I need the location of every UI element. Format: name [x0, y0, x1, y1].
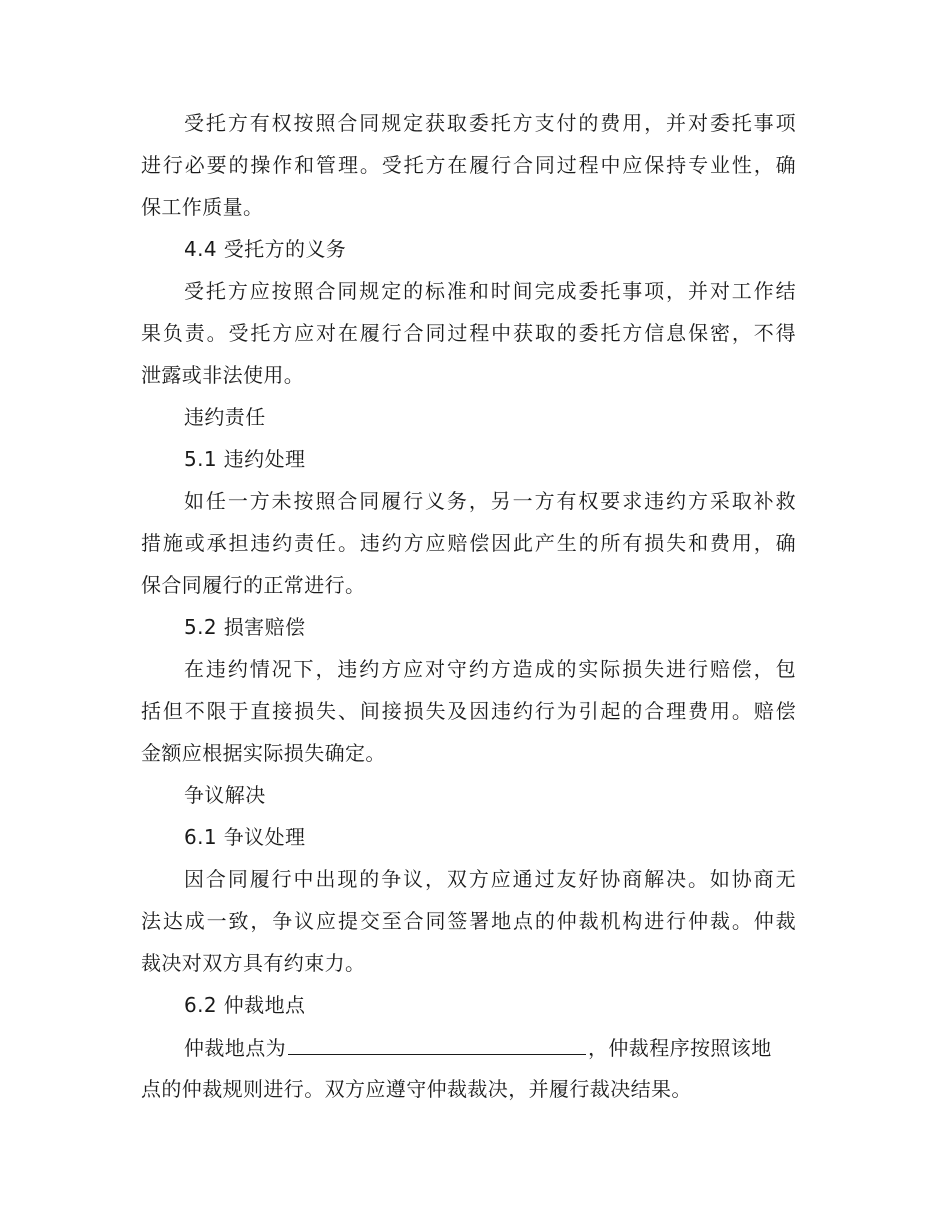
- section-heading-5-2: 5.2 损害赔偿: [184, 615, 306, 639]
- section-heading-6-1: 6.1 争议处理: [184, 825, 306, 849]
- paragraph-line: 括但不限于直接损失、间接损失及因违约行为引起的合理费用。赔偿: [141, 699, 796, 723]
- paragraph-line: 金额应根据实际损失确定。: [141, 741, 386, 765]
- paragraph-line: 如任一方未按照合同履行义务，另一方有权要求违约方采取补救: [184, 489, 796, 513]
- paragraph-line: 裁决对双方具有约束力。: [141, 951, 366, 975]
- paragraph-line: 进行必要的操作和管理。受托方在履行合同过程中应保持专业性，确: [141, 153, 796, 177]
- arbitration-prefix: 仲裁地点为: [184, 1036, 286, 1060]
- paragraph-line: 法达成一致，争议应提交至合同签署地点的仲裁机构进行仲裁。仲裁: [141, 909, 796, 933]
- paragraph-line: 在违约情况下，违约方应对守约方造成的实际损失进行赔偿，包: [184, 657, 796, 681]
- chapter-heading-dispute: 争议解决: [184, 783, 266, 807]
- arbitration-place-line: [141, 1026, 796, 1068]
- document-body: [141, 102, 796, 1110]
- paragraph-line: 受托方应按照合同规定的标准和时间完成委托事项，并对工作结: [184, 279, 796, 303]
- paragraph-line: 措施或承担违约责任。违约方应赔偿因此产生的所有损失和费用，确: [141, 531, 796, 555]
- paragraph-line: 受托方有权按照合同规定获取委托方支付的费用，并对委托事项: [184, 111, 796, 135]
- arbitration-place-blank[interactable]: [288, 1026, 586, 1055]
- paragraph-line: 点的仲裁规则进行。双方应遵守仲裁裁决，并履行裁决结果。: [141, 1077, 692, 1101]
- paragraph-line: 保工作质量。: [141, 195, 264, 219]
- section-heading-5-1: 5.1 违约处理: [184, 447, 306, 471]
- paragraph-line: 果负责。受托方应对在履行合同过程中获取的委托方信息保密，不得: [141, 321, 796, 345]
- paragraph-line: 保合同履行的正常进行。: [141, 573, 366, 597]
- section-heading-4-4: 4.4 受托方的义务: [184, 237, 347, 261]
- arbitration-suffix: ，仲裁程序按照该地: [588, 1036, 772, 1060]
- paragraph-line: 泄露或非法使用。: [141, 363, 305, 387]
- paragraph-line: 因合同履行中出现的争议，双方应通过友好协商解决。如协商无: [184, 867, 796, 891]
- chapter-heading-breach: 违约责任: [184, 405, 266, 429]
- section-heading-6-2: 6.2 仲裁地点: [184, 993, 306, 1017]
